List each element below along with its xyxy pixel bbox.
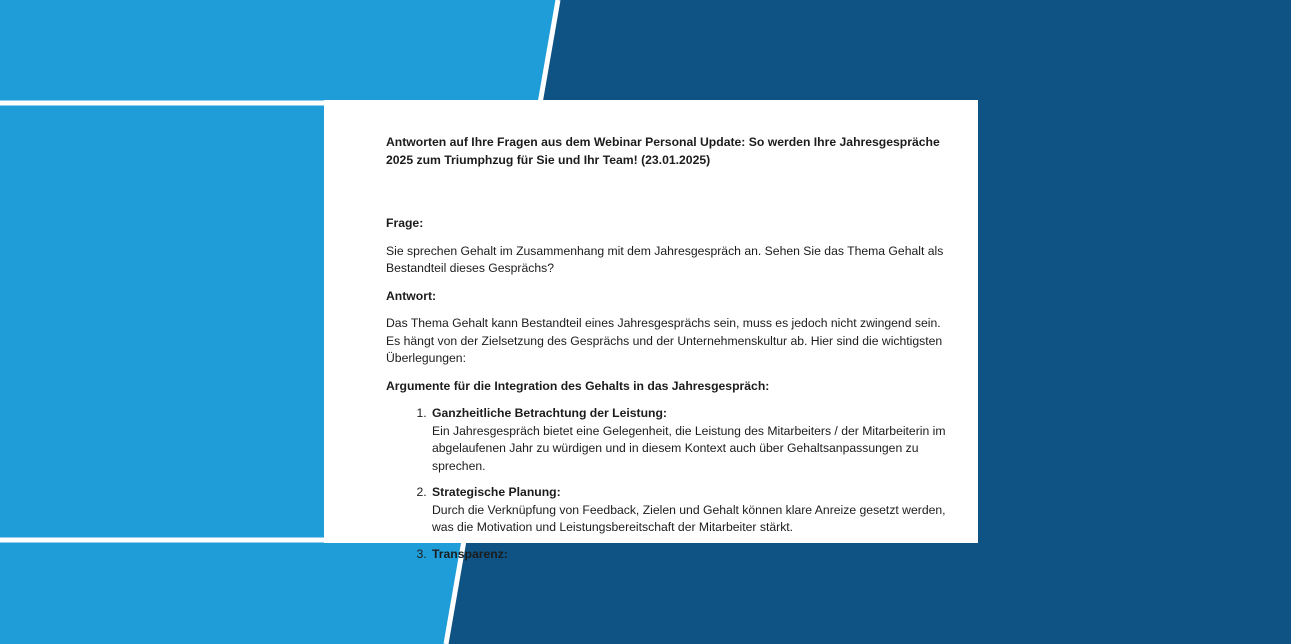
arguments-list (386, 405, 946, 563)
list-item-heading: 2. Strategische Planung: (432, 485, 561, 499)
document-page (324, 100, 978, 561)
list-item (430, 405, 946, 475)
list-item (430, 546, 946, 564)
answer-text: Das Thema Gehalt kann Bestandteil eines Jahresgesprächs sein, muss es jedoch nicht zwingend sein. Es hängt von der Zielsetzung des Gesprächs und der Unternehmenskultur ab. Hier sind die wichtigsten Überlegungen: (386, 316, 943, 365)
list-item-heading: 1. Ganzheitliche Betrachtung der Leistung: (432, 406, 667, 420)
answer-label: Antwort: (386, 288, 437, 303)
question-text: Sie sprechen Gehalt im Zusammenhang mit dem Jahresgespräch an. Sehen Sie das Thema Gehalt als Bestandteil dieses Gesprächs? (386, 243, 944, 275)
document-content (386, 134, 946, 572)
question-label: Frage: (386, 216, 424, 230)
document-title: Antworten auf Ihre Fragen aus dem Webinar Personal Update: So werden Ihre Jahresgespräche 2025 zum Triumphzug für Sie und Ihr Team! (23.01.2025) (386, 135, 940, 167)
list-item-heading: 3. Transparenz: (432, 546, 508, 561)
list-item (430, 484, 946, 537)
list-item-text: Ein Jahresgespräch bietet eine Gelegenheit, die Leistung des Mitarbeiters / der Mitarbeiterin im abgelaufenen Jahr zu würdigen und in diesem Kontext auch über Gehaltsanpassungen zu sprechen. (432, 423, 946, 473)
arguments-heading: Argumente für die Integration des Gehalts in das Jahresgespräch: (386, 378, 770, 393)
list-item-text: Durch die Verknüpfung von Feedback, Zielen und Gehalt können klare Anreize gesetzt werden, was die Motivation und Leistungsbereitschaft der Mitarbeiter stärkt. (432, 502, 946, 534)
